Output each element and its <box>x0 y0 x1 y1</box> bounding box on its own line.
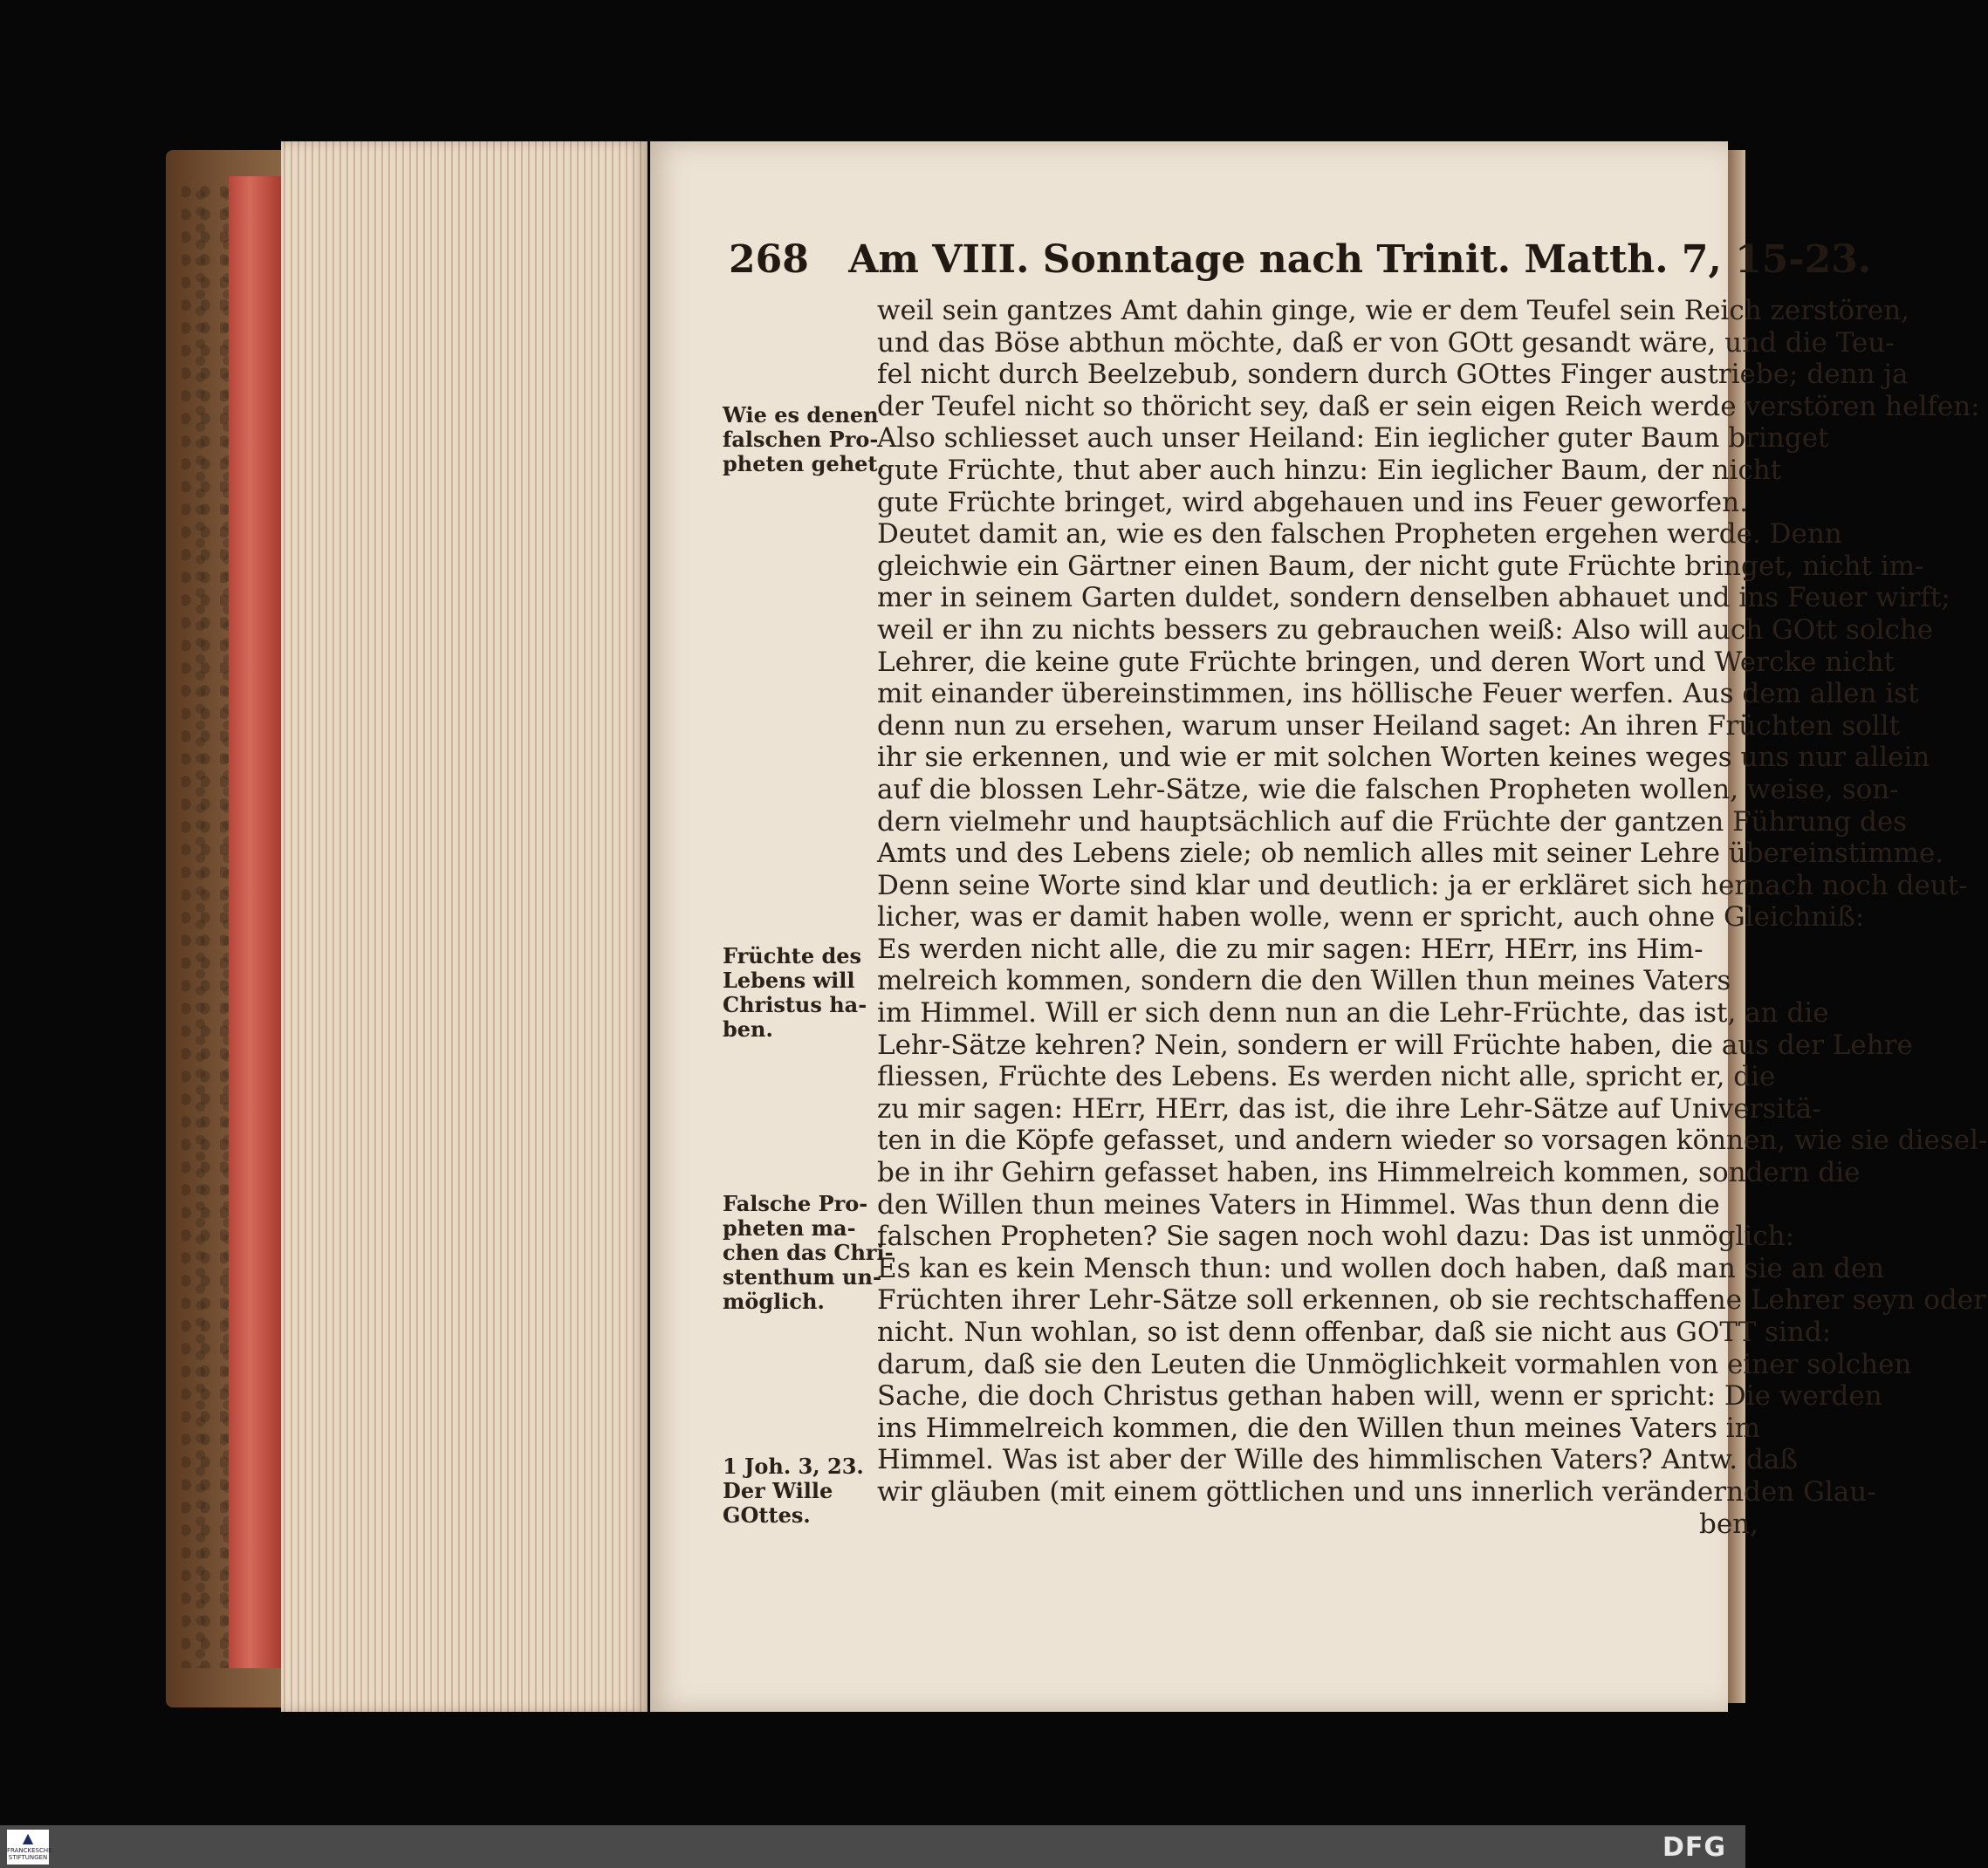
note-line: Wie es denen <box>723 402 879 428</box>
note-line: falschen Pro- <box>723 427 879 452</box>
running-head: Am VIII. Sonntage nach Trinit. Matth. 7, 15-23. <box>848 237 1872 282</box>
body-line: licher, was er damit haben wolle, wenn er spricht, auch ohne Gleichniß: <box>877 901 1865 934</box>
body-line: ins Himmelreich kommen, die den Willen thun meines Vaters im <box>877 1412 1761 1444</box>
body-line: den Willen thun meines Vaters in Himmel. Was thun denn die <box>877 1188 1720 1221</box>
note-line: möglich. <box>723 1289 825 1314</box>
red-page-edge <box>229 176 281 1668</box>
note-line: pheten ma- <box>723 1215 856 1241</box>
page-block-edges <box>281 141 648 1712</box>
body-line: Himmel. Was ist aber der Wille des himmlischen Vaters? Antw. daß <box>877 1444 1799 1476</box>
body-line: Lehr-Sätze kehren? Nein, sondern er will Früchte haben, die aus der Lehre <box>877 1029 1913 1061</box>
body-line: fel nicht durch Beelzebub, sondern durch GOttes Finger austriebe; denn ja <box>877 359 1909 391</box>
body-line: wir gläuben (mit einem göttlichen und uns innerlich verändernden Glau- <box>877 1475 1876 1508</box>
marginal-note <box>723 944 867 1042</box>
body-line: ben, <box>1698 1508 1758 1540</box>
body-line: be in ihr Gehirn gefasset haben, ins Himmelreich kommen, sondern die <box>877 1157 1861 1189</box>
book <box>166 141 1988 1712</box>
note-line: Früchte des <box>723 943 862 968</box>
marginal-note <box>723 1191 894 1314</box>
body-line: mer in seinem Garten duldet, sondern denselben abhauet und ins Feuer wirft; <box>877 582 1950 614</box>
note-line: pheten gehet, <box>723 451 885 476</box>
body-text <box>877 295 1988 1540</box>
note-line: stenthum un- <box>723 1264 881 1290</box>
body-line: nicht. Nun wohlan, so ist denn offenbar, daß sie nicht aus GOTT sind: <box>877 1317 1832 1348</box>
library-logo[interactable] <box>7 1830 52 1865</box>
body-line: dern vielmehr und hauptsächlich auf die Früchte der gantzen Führung des <box>877 805 1908 838</box>
body-line: fliessen, Früchte des Lebens. Es werden nicht alle, spricht er, die <box>877 1061 1776 1093</box>
page-number: 268 <box>729 237 809 282</box>
body-line: darum, daß sie den Leuten die Unmöglichkeit vormahlen von einer solchen <box>877 1348 1912 1380</box>
body-line: der Teufel nicht so thöricht sey, daß er sein eigen Reich werde verstören helfen: <box>877 390 1980 422</box>
body-line: ten in die Köpfe gefasset, und andern wieder so vorsagen können, wie sie diesel- <box>877 1125 1988 1157</box>
body-line: falschen Propheten? Sie sagen noch wohl dazu: Das ist unmöglich: <box>877 1221 1795 1253</box>
running-header <box>729 237 1872 298</box>
body-line: Sache, die doch Christus gethan haben will, wenn er spricht: Die werden <box>877 1380 1882 1413</box>
note-line: Christus ha- <box>723 992 867 1017</box>
body-line: gleichwie ein Gärtner einen Baum, der nicht gute Früchte bringet, nicht im- <box>877 550 1924 582</box>
body-line: Früchten ihrer Lehr-Sätze soll erkennen, ob sie rechtschaffene Lehrer seyn oder <box>877 1284 1986 1317</box>
body-line: auf die blossen Lehr-Sätze, wie die falschen Propheten wollen, weise, son- <box>877 773 1899 805</box>
dfg-logo[interactable]: DFG <box>1662 1832 1726 1863</box>
marginal-note <box>723 1454 867 1528</box>
note-line: Lebens will <box>723 968 855 993</box>
body-line: gute Früchte bringet, wird abgehauen und ins Feuer geworfen. <box>877 486 1748 518</box>
body-line: Also schliesset auch unser Heiland: Ein ieglicher guter Baum bringet <box>877 422 1829 455</box>
book-page <box>650 141 1988 1712</box>
body-line: melreich kommen, sondern die den Willen thun meines Vaters <box>877 965 1731 997</box>
body-line: Denn seine Worte sind klar und deutlich: ja er erkläret sich hernach noch deut- <box>877 869 1968 901</box>
note-line: Der Wille <box>723 1478 833 1503</box>
body-line: Deutet damit an, wie es den falschen Propheten ergehen werde. Denn <box>877 518 1842 551</box>
note-line: ben. <box>723 1016 773 1042</box>
body-line: ihr sie erkennen, und wie er mit solchen Worten keines weges uns nur allein <box>877 742 1930 774</box>
library-logo-text: FRANCKESCHE STIFTUNGEN <box>7 1847 52 1861</box>
note-line: chen das Chri- <box>723 1240 894 1265</box>
note-line: 1 Joh. 3, 23. <box>723 1454 864 1479</box>
viewer-footer-bar <box>0 1825 1745 1868</box>
body-line: Lehrer, die keine gute Früchte bringen, und deren Wort und Wercke nicht <box>877 646 1895 678</box>
marginal-note <box>723 402 885 476</box>
body-line: im Himmel. Will er sich denn nun an die Lehr-Früchte, das ist, an die <box>877 997 1829 1030</box>
note-line: Falsche Pro- <box>723 1191 868 1216</box>
note-line: GOttes. <box>723 1502 811 1528</box>
body-line: weil er ihn zu nichts bessers zu gebrauchen weiß: Also will auch GOtt solche <box>877 613 1934 646</box>
body-line: gute Früchte, thut aber auch hinzu: Ein ieglicher Baum, der nicht <box>877 454 1782 486</box>
body-line: denn nun zu ersehen, warum unser Heiland saget: An ihren Früchten sollt <box>877 709 1901 742</box>
body-line: Es kan es kein Mensch thun: und wollen doch haben, daß man sie an den <box>877 1252 1885 1284</box>
body-line: weil sein gantzes Amt dahin ginge, wie er dem Teufel sein Reich zerstören, <box>877 295 1910 326</box>
library-logo-icon: ▲ <box>22 1830 34 1846</box>
body-line: Es werden nicht alle, die zu mir sagen: HErr, HErr, ins Him- <box>877 933 1704 965</box>
body-line: und das Böse abthun möchte, daß er von GOtt gesandt wäre, und die Teu- <box>877 326 1895 359</box>
body-line: zu mir sagen: HErr, HErr, das ist, die ihre Lehr-Sätze auf Universitä- <box>877 1092 1821 1125</box>
body-line: Amts und des Lebens ziele; ob nemlich alles mit seiner Lehre übereinstimme. <box>877 838 1944 870</box>
body-line: mit einander übereinstimmen, ins höllische Feuer werfen. Aus dem allen ist <box>877 678 1919 710</box>
